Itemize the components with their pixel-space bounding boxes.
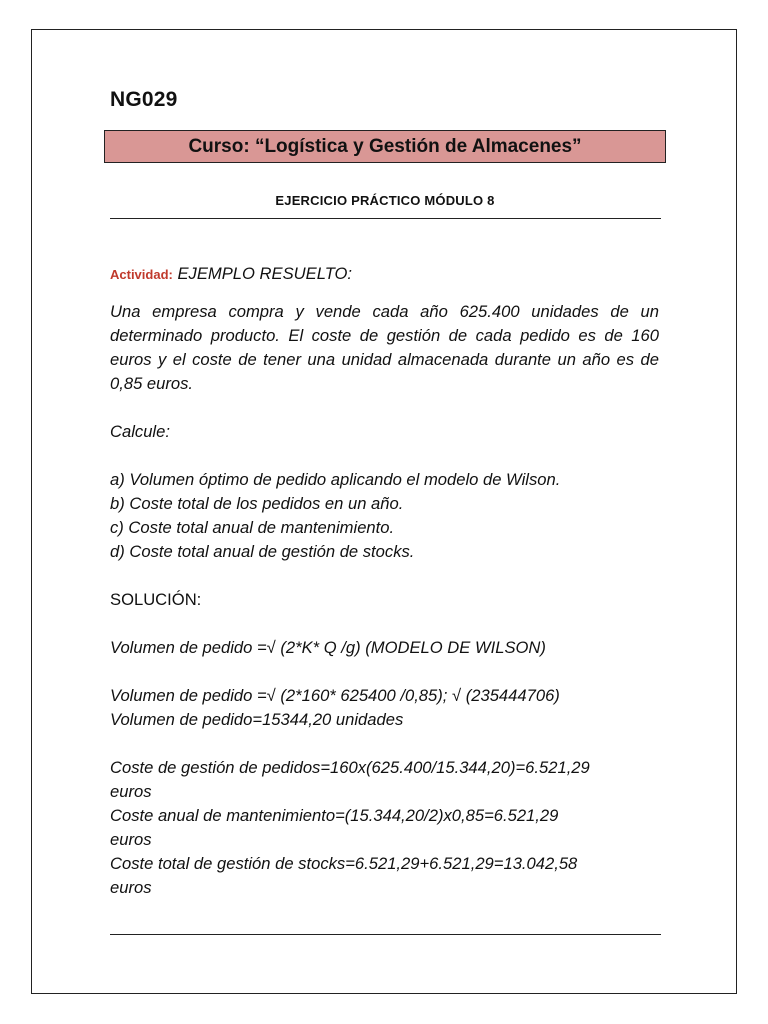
maintenance-cost-line-2: euros: [110, 830, 152, 849]
exercise-title: EJERCICIO PRÁCTICO MÓDULO 8: [275, 193, 495, 208]
calcule-label: Calcule:: [110, 422, 170, 441]
question-a: a) Volumen óptimo de pedido aplicando el modelo de Wilson.: [110, 470, 561, 489]
footer-divider: [110, 934, 661, 935]
document-body: [110, 262, 659, 900]
total-cost-line-1: Coste total de gestión de stocks=6.521,29+6.521,29=13.042,58: [110, 854, 578, 873]
document-code: NG029: [110, 88, 178, 111]
course-title-box: [104, 130, 666, 163]
activity-text: EJEMPLO RESUELTO:: [172, 264, 353, 283]
header-divider: [110, 218, 661, 219]
wilson-substitution: Volumen de pedido =√ (2*160* 625400 /0,85); √ (235444706): [110, 686, 560, 705]
order-cost-line-1: Coste de gestión de pedidos=160x(625.400/15.344,20)=6.521,29: [110, 758, 590, 777]
course-title: Curso: “Logística y Gestión de Almacenes”: [188, 135, 582, 157]
question-c: c) Coste total anual de mantenimiento.: [110, 518, 395, 537]
order-volume-result: Volumen de pedido=15344,20 unidades: [110, 710, 404, 729]
maintenance-cost-line-1: Coste anual de mantenimiento=(15.344,20/2)x0,85=6.521,29: [110, 806, 559, 825]
question-b: b) Coste total de los pedidos en un año.: [110, 494, 404, 513]
question-d: d) Coste total anual de gestión de stocks.: [110, 542, 415, 561]
wilson-formula: Volumen de pedido =√ (2*K* Q /g) (MODELO DE WILSON): [110, 638, 546, 657]
activity-label: Actividad:: [110, 267, 173, 282]
order-cost-line-2: euros: [110, 782, 152, 801]
solution-heading: SOLUCIÓN:: [110, 590, 202, 609]
activity-line: [110, 262, 659, 292]
problem-statement: Una empresa compra y vende cada año 625.400 unidades de un determinado producto. El coste de gestión de cada pedido es de 160 euros y el coste de tener una unidad almacenada durante un año es de 0,85 euros.: [110, 302, 659, 393]
total-cost-line-2: euros: [110, 878, 152, 897]
